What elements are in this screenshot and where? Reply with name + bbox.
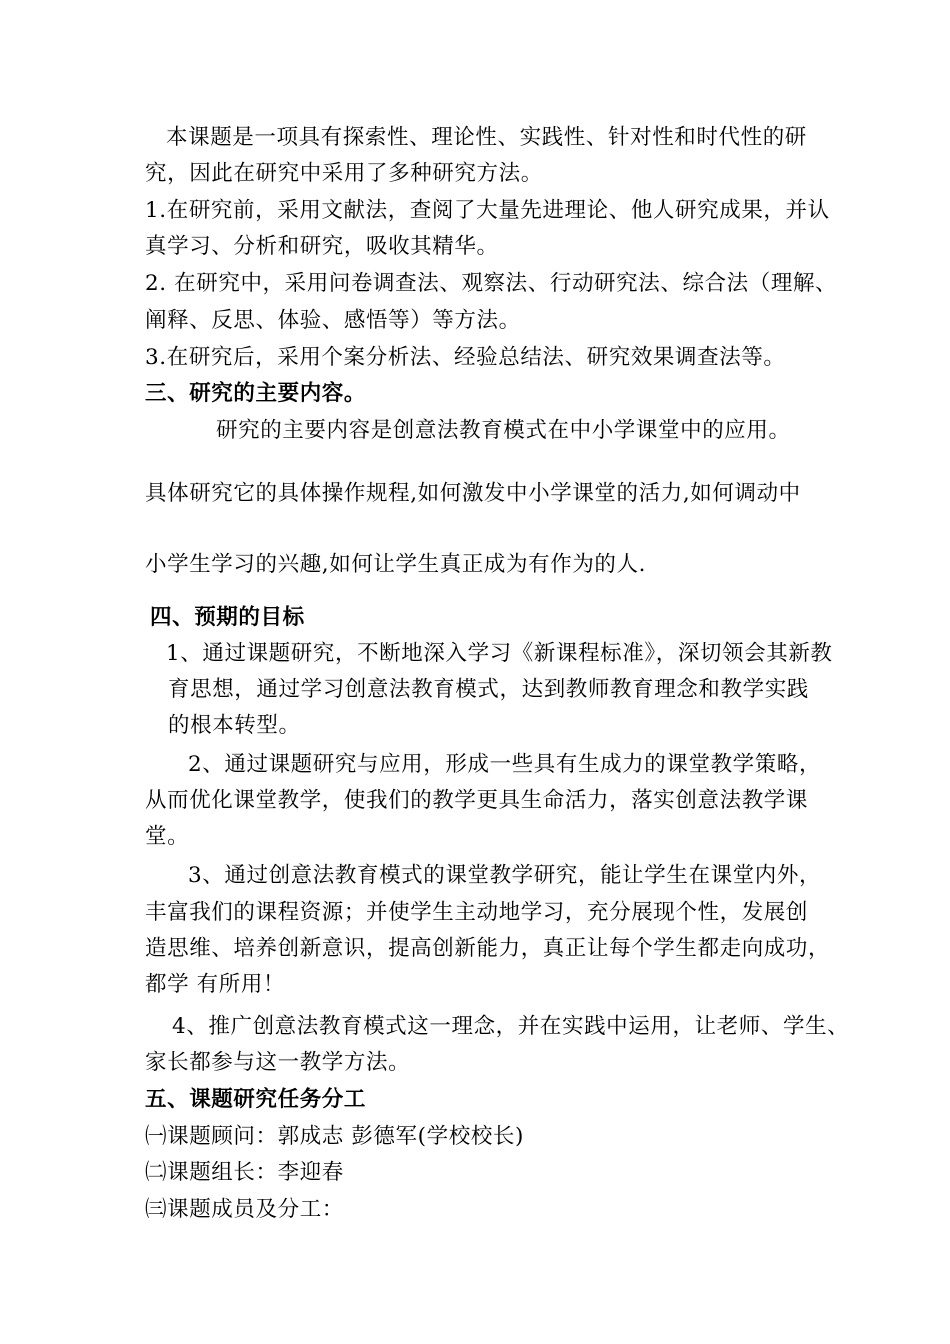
paragraph-line: 小学生学习的兴趣,如何让学生真正成为有作为的人. <box>145 552 647 577</box>
paragraph-line: 造思维、培养创新意识，提高创新能力，真正让每个学生都走向成功， <box>145 936 831 961</box>
paragraph-line: 1.在研究前，采用文献法，查阅了大量先进理论、他人研究成果，并认 <box>145 198 830 223</box>
paragraph-line: 4、推广创意法教育模式这一理念，并在实践中运用，让老师、学生、 <box>172 1014 850 1039</box>
paragraph-line: 本课题是一项具有探索性、理论性、实践性、针对性和时代性的研 <box>166 125 807 150</box>
section-heading: 四、预期的目标 <box>150 605 305 630</box>
paragraph-line: 3.在研究后，采用个案分析法、经验总结法、研究效果调查法等。 <box>145 345 786 370</box>
paragraph-line: 究，因此在研究中采用了多种研究方法。 <box>145 161 543 186</box>
paragraph-line: 2. 在研究中，采用问卷调查法、观察法、行动研究法、综合法（理解、 <box>145 271 838 296</box>
paragraph-line: 的根本转型。 <box>168 713 301 738</box>
paragraph-line: 从而优化课堂教学，使我们的教学更具生命活力，落实创意法教学课 <box>145 788 809 813</box>
paragraph-line: 真学习、分析和研究，吸收其精华。 <box>145 234 499 259</box>
section-heading: 五、课题研究任务分工 <box>145 1087 367 1112</box>
paragraph-line: 3、通过创意法教育模式的课堂教学研究，能让学生在课堂内外， <box>188 863 822 888</box>
paragraph-line: 具体研究它的具体操作规程,如何激发中小学课堂的活力,如何调动中 <box>145 481 801 506</box>
paragraph-line: ㈢课题成员及分工： <box>145 1197 344 1222</box>
paragraph-line: 2、通过课题研究与应用，形成一些具有生成力的课堂教学策略， <box>188 752 822 777</box>
paragraph-line: 阐释、反思、体验、感悟等）等方法。 <box>145 308 521 333</box>
paragraph-line: 研究的主要内容是创意法教育模式在中小学课堂中的应用。 <box>216 418 791 443</box>
paragraph-line: 1、通过课题研究，不断地深入学习《新课程标准》，深切领会其新教 <box>166 641 833 666</box>
paragraph-line: 家长都参与这一教学方法。 <box>145 1050 411 1075</box>
paragraph-line: ㈠课题顾问：郭成志 彭德军(学校校长) <box>145 1124 525 1149</box>
paragraph-line: 都学 有所用！ <box>145 972 286 997</box>
paragraph-line: 育思想，通过学习创意法教育模式，达到教师教育理念和教学实践 <box>168 677 809 702</box>
paragraph-line: 丰富我们的课程资源；并使学生主动地学习，充分展现个性，发展创 <box>145 900 809 925</box>
paragraph-line: ㈡课题组长：李迎春 <box>145 1160 344 1185</box>
section-heading: 三、研究的主要内容。 <box>145 381 367 406</box>
paragraph-line: 堂。 <box>145 824 190 849</box>
